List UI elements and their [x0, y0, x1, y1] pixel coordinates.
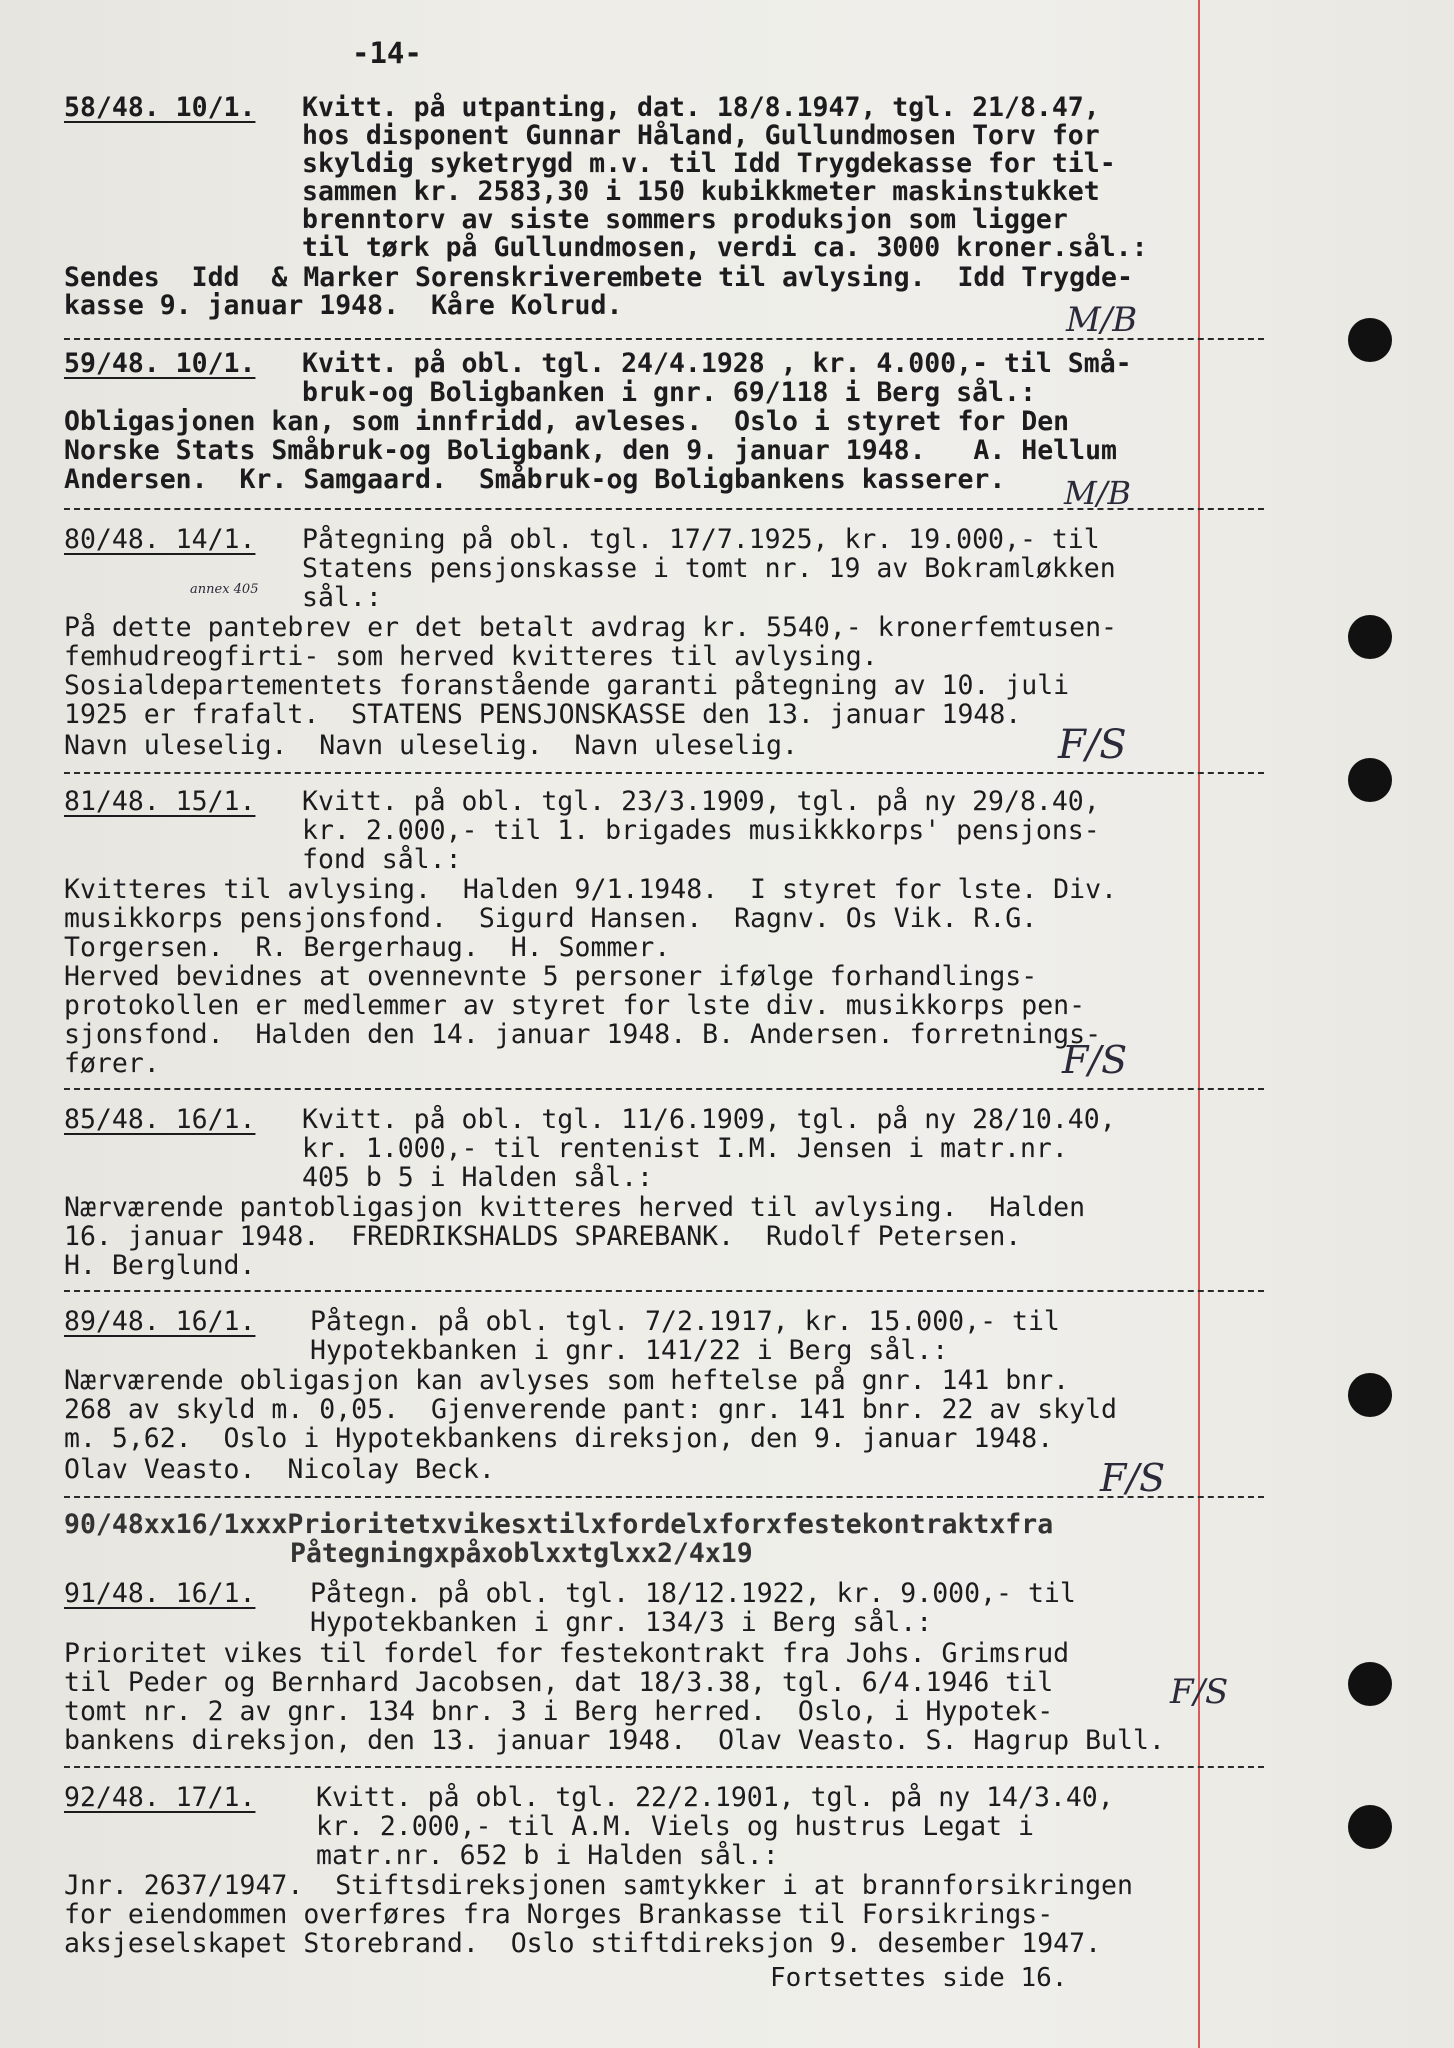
punch-hole — [1348, 1805, 1392, 1849]
entry-separator — [64, 508, 1264, 510]
entry-line: brenntorv av siste sommers produksjon som ligger — [302, 204, 1068, 235]
entry-body-line: bankens direksjon, den 13. januar 1948. Olav Veasto. S. Hagrup Bull. — [64, 1725, 1165, 1756]
entry-line: bruk-og Boligbanken i gnr. 69/118 i Berg sål.: — [302, 377, 1036, 408]
entry-number: 85/48. 16/1. — [64, 1104, 256, 1135]
entry-line: kr. 1.000,- til rentenist I.M. Jensen i matr.nr. — [302, 1133, 1068, 1164]
entry-line: fond sål.: — [302, 844, 462, 875]
struck-out-line: Påtegningxpåxoblxxtglxx2/4x19 — [290, 1538, 753, 1569]
entry-body-line: Jnr. 2637/1947. Stiftsdireksjonen samtykker i at brannforsikringen — [64, 1870, 1133, 1901]
margin-line — [1198, 0, 1200, 2048]
handwritten-note: annex 405 — [190, 582, 259, 597]
entry-body-line: Sendes Idd & Marker Sorenskriverembete til avlysing. Idd Trygde- — [64, 262, 1133, 293]
entry-line: 405 b 5 i Halden sål.: — [302, 1162, 653, 1193]
entry-body-line: Nærværende obligasjon kan avlyses som heftelse på gnr. 141 bnr. — [64, 1365, 1070, 1396]
entry-line: kr. 2.000,- til 1. brigades musikkkorps' pensjons- — [302, 815, 1100, 846]
entry-body-line: På dette pantebrev er det betalt avdrag kr. 5540,- kronerfemtusen- — [64, 612, 1117, 643]
entry-number: 59/48. 10/1. — [64, 348, 256, 379]
entry-number: 58/48. 10/1. — [64, 92, 256, 123]
entry-body-line: 1925 er frafalt. STATENS PENSJONSKASSE den 13. januar 1948. — [64, 699, 1022, 730]
handwritten-initials: F/S — [1100, 1456, 1166, 1500]
entry-body-line: Navn uleselig. Navn uleselig. Navn uleselig. — [64, 730, 798, 761]
entry-line: Kvitt. på obl. tgl. 24/4.1928 , kr. 4.000,- til Små- — [302, 348, 1132, 379]
entry-line: Påtegn. på obl. tgl. 7/2.1917, kr. 15.000,- til — [310, 1306, 1060, 1337]
entry-body-line: Nærværende pantobligasjon kvitteres herved til avlysing. Halden — [64, 1192, 1086, 1223]
entry-line: Kvitt. på obl. tgl. 23/3.1909, tgl. på ny 29/8.40, — [302, 786, 1100, 817]
entry-body-line: Olav Veasto. Nicolay Beck. — [64, 1454, 495, 1485]
entry-body-line: kasse 9. januar 1948. Kåre Kolrud. — [64, 290, 623, 321]
entry-body-line: fører. — [64, 1048, 160, 1079]
entry-line: Statens pensjonskasse i tomt nr. 19 av Bokramløkken — [302, 553, 1116, 584]
entry-body-line: musikkorps pensjonsfond. Sigurd Hansen. Ragnv. Os Vik. R.G. — [64, 903, 1038, 934]
struck-out-line: 90/48xx16/1xxxPrioritetxvikesxtilxfordelxforxfestekontraktxfra — [64, 1509, 1054, 1540]
punch-hole — [1348, 758, 1392, 802]
entry-separator — [64, 1766, 1264, 1768]
entry-separator — [64, 338, 1264, 340]
entry-separator — [64, 1496, 1264, 1498]
punch-hole — [1348, 615, 1392, 659]
handwritten-initials: F/S — [1058, 722, 1127, 768]
entry-body-line: Kvitteres til avlysing. Halden 9/1.1948. I styret for lste. Div. — [64, 874, 1117, 905]
entry-line: matr.nr. 652 b i Halden sål.: — [316, 1840, 779, 1871]
entry-number: 89/48. 16/1. — [64, 1306, 256, 1337]
handwritten-initials: F/S — [1170, 1672, 1229, 1712]
entry-line: sål.: — [302, 582, 382, 613]
entry-line: sammen kr. 2583,30 i 150 kubikkmeter maskinstukket — [302, 176, 1100, 207]
entry-body-line: 16. januar 1948. FREDRIKSHALDS SPAREBANK. Rudolf Petersen. — [64, 1221, 1022, 1252]
entry-line: Påtegning på obl. tgl. 17/7.1925, kr. 19.000,- til — [302, 524, 1100, 555]
entry-number: 80/48. 14/1. — [64, 524, 256, 555]
entry-body-line: Torgersen. R. Bergerhaug. H. Sommer. — [64, 932, 671, 963]
entry-line: Kvitt. på utpanting, dat. 18/8.1947, tgl. 21/8.47, — [302, 92, 1100, 123]
continuation-note: Fortsettes side 16. — [770, 1963, 1068, 1993]
entry-line: Kvitt. på obl. tgl. 11/6.1909, tgl. på ny 28/10.40, — [302, 1104, 1116, 1135]
entry-body-line: Sosialdepartementets foranstående garanti påtegning av 10. juli — [64, 670, 1070, 701]
entry-number: 92/48. 17/1. — [64, 1782, 256, 1813]
entry-body-line: for eiendommen overføres fra Norges Brankasse til Forsikrings- — [64, 1899, 1054, 1930]
entry-body-line: Norske Stats Småbruk-og Boligbank, den 9. januar 1948. A. Hellum — [64, 435, 1117, 466]
entry-line: Hypotekbanken i gnr. 134/3 i Berg sål.: — [310, 1607, 933, 1638]
entry-body-line: sjonsfond. Halden den 14. januar 1948. B. Andersen. forretnings- — [64, 1019, 1102, 1050]
entry-body-line: Andersen. Kr. Samgaard. Småbruk-og Boligbankens kasserer. — [64, 464, 1006, 495]
entry-line: hos disponent Gunnar Håland, Gullundmosen Torv for — [302, 120, 1100, 151]
entry-number: 91/48. 16/1. — [64, 1578, 256, 1609]
entry-body-line: 268 av skyld m. 0,05. Gjenverende pant: gnr. 141 bnr. 22 av skyld — [64, 1394, 1117, 1425]
entry-body-line: protokollen er medlemmer av styret for lste div. musikkorps pen- — [64, 990, 1086, 1021]
punch-hole — [1348, 1373, 1392, 1417]
entry-separator — [64, 1290, 1264, 1292]
entry-body-line: m. 5,62. Oslo i Hypotekbankens direksjon, den 9. januar 1948. — [64, 1423, 1054, 1454]
entry-body-line: H. Berglund. — [64, 1250, 256, 1281]
entry-line: til tørk på Gullundmosen, verdi ca. 3000 kroner.sål.: — [302, 232, 1148, 263]
punch-hole — [1348, 1662, 1392, 1706]
entry-body-line: tomt nr. 2 av gnr. 134 bnr. 3 i Berg herred. Oslo, i Hypotek- — [64, 1696, 1054, 1727]
page-number: -14- — [352, 36, 422, 70]
entry-separator — [64, 772, 1264, 774]
entry-line: kr. 2.000,- til A.M. Viels og hustrus Legat i — [316, 1811, 1034, 1842]
entry-body-line: til Peder og Bernhard Jacobsen, dat 18/3.38, tgl. 6/4.1946 til — [64, 1667, 1054, 1698]
entry-body-line: Herved bevidnes at ovennevnte 5 personer ifølge forhandlings- — [64, 961, 1038, 992]
entry-body-line: femhudreogfirti- som herved kvitteres til avlysing. — [64, 641, 878, 672]
handwritten-initials: M/B — [1064, 474, 1132, 512]
entry-body-line: aksjeselskapet Storebrand. Oslo stiftdireksjon 9. desember 1947. — [64, 1928, 1102, 1959]
handwritten-initials: F/S — [1062, 1038, 1128, 1082]
entry-body-line: Prioritet vikes til fordel for festekontrakt fra Johs. Grimsrud — [64, 1638, 1070, 1669]
entry-number: 81/48. 15/1. — [64, 786, 256, 817]
entry-body-line: Obligasjonen kan, som innfridd, avleses. Oslo i styret for Den — [64, 406, 1070, 437]
entry-line: Kvitt. på obl. tgl. 22/2.1901, tgl. på ny 14/3.40, — [316, 1782, 1114, 1813]
entry-line: skyldig syketrygd m.v. til Idd Trygdekasse for til- — [302, 148, 1116, 179]
entry-separator — [64, 1088, 1264, 1090]
entry-line: Hypotekbanken i gnr. 141/22 i Berg sål.: — [310, 1335, 949, 1366]
entry-line: Påtegn. på obl. tgl. 18/12.1922, kr. 9.000,- til — [310, 1578, 1076, 1609]
handwritten-initials: M/B — [1066, 300, 1138, 340]
punch-hole — [1348, 318, 1392, 362]
